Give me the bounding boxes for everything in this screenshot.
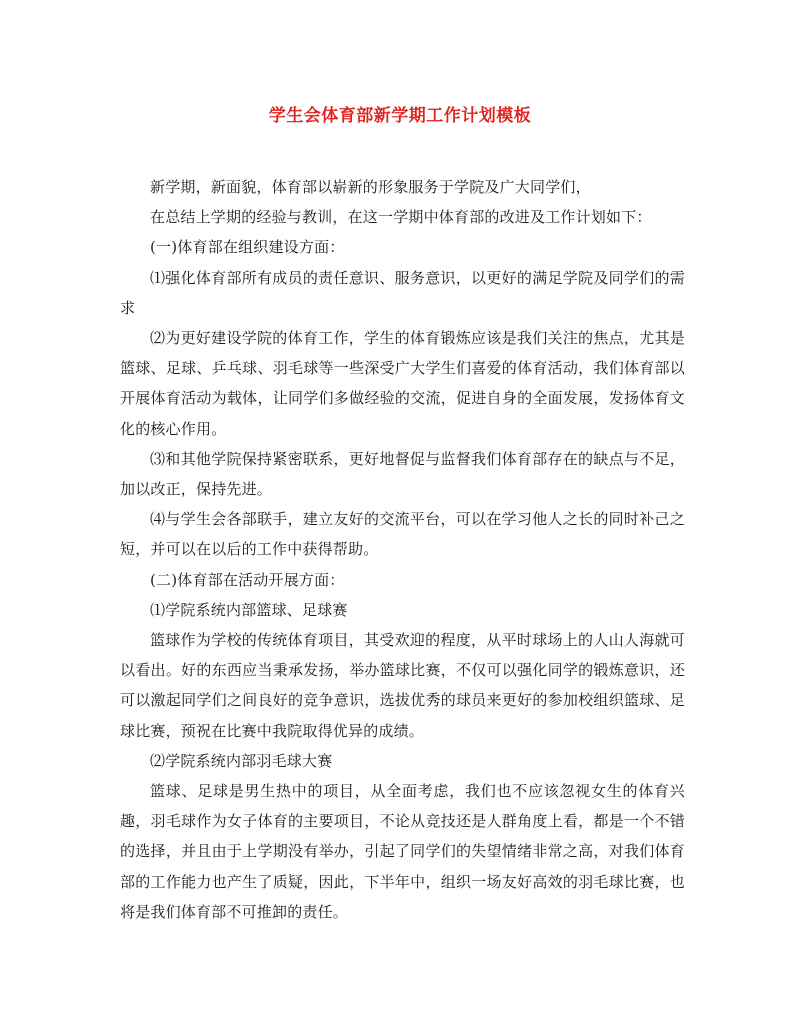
paragraph: ⑴强化体育部所有成员的责任意识、服务意识，以更好的满足学院及同学们的需求 [120, 268, 685, 317]
paragraph: ⑷与学生会各部联手，建立友好的交流平台，可以在学习他人之长的同时补己之短，并可以在以后的工作中获得帮助。 [120, 510, 685, 559]
paragraph: 篮球、足球是男生热中的项目，从全面考虑，我们也不应该忽视女生的体育兴趣，羽毛球作为女子体育的主要项目，不论从竞技还是人群角度上看，都是一个不错的选择，并且由于上学期没有举办，引起了同学们的失望情绪非常之高，对我们体育部的工作能力也产生了质疑，因此，下半年中，组织一场友好高效的羽毛球比赛，也将是我们体育部不可推卸的责任。 [120, 782, 685, 921]
paragraph: ⑶和其他学院保持紧密联系，更好地督促与监督我们体育部存在的缺点与不足，加以改正，保持先进。 [120, 449, 685, 499]
paragraph: 篮球作为学校的传统体育项目，其受欢迎的程度，从平时球场上的人山人海就可以看出。好的东西应当秉承发扬，举办篮球比赛，不仅可以强化同学的锻炼意识，还可以激起同学们之间良好的竞争意识，选拔优秀的球员来更好的参加校组织篮球、足球比赛，预祝在比赛中我院取得优异的成绩。 [120, 631, 685, 740]
paragraph: 在总结上学期的经验与教训，在这一学期中体育部的改进及工作计划如下： [150, 208, 652, 227]
document-body [120, 172, 685, 927]
subsection-heading: ⑵学院系统内部羽毛球大赛 [150, 751, 333, 770]
section-heading: (二)体育部在活动开展方面： [150, 570, 345, 589]
section-heading: (一)体育部在组织建设方面： [150, 238, 345, 257]
paragraph: ⑵为更好建设学院的体育工作，学生的体育锻炼应该是我们关注的焦点，尤其是篮球、足球、乒乓球、羽毛球等一些深受广大学生们喜爱的体育活动，我们体育部以开展体育活动为载体，让同学们多做经验的交流，促进自身的全面发展，发扬体育文化的核心作用。 [120, 329, 685, 438]
document-title: 学生会体育部新学期工作计划模板 [268, 106, 532, 126]
subsection-heading: ⑴学院系统内部篮球、足球赛 [150, 600, 348, 619]
paragraph: 新学期，新面貌，体育部以崭新的形象服务于学院及广大同学们， [150, 178, 591, 196]
